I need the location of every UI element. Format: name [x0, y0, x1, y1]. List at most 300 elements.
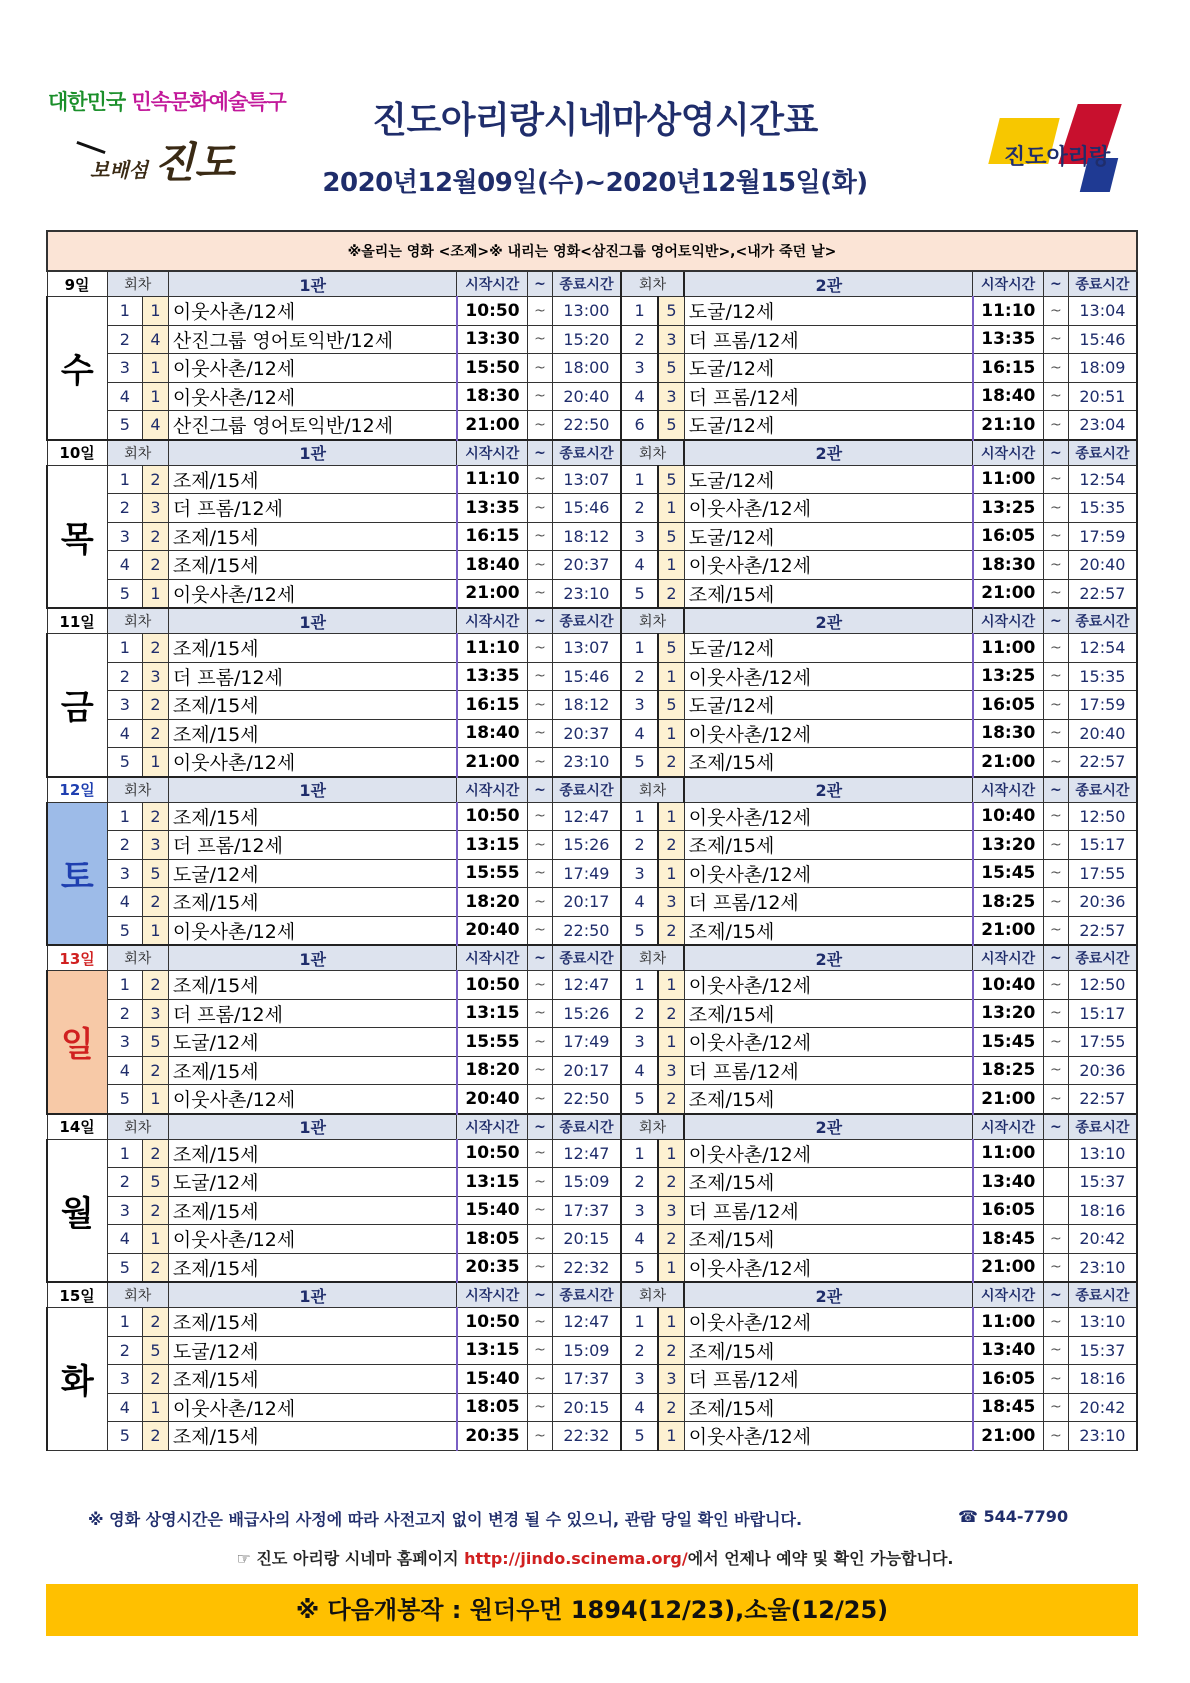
start-time: 13:15	[457, 1336, 528, 1365]
hall-2-header: 2관	[684, 271, 973, 297]
movie-title: 이웃사촌/12세	[684, 1308, 973, 1337]
showtime-number: 2	[621, 1168, 658, 1197]
tilde-separator: ~	[1043, 831, 1068, 860]
day-date-label: 13일	[47, 945, 107, 971]
movie-title: 조제/15세	[168, 888, 457, 917]
end-time: 15:17	[1068, 999, 1137, 1028]
tilde-separator: ~	[1043, 859, 1068, 888]
tilde-separator	[1043, 1139, 1068, 1168]
movie-title: 더 프롬/12세	[684, 382, 973, 411]
tilde-separator: ~	[528, 999, 553, 1028]
tilde-separator: ~	[1043, 297, 1068, 326]
tilde-separator: ~	[528, 551, 553, 580]
start-time: 15:55	[457, 859, 528, 888]
start-time: 13:15	[457, 831, 528, 860]
start-time: 16:05	[973, 1365, 1044, 1394]
homepage-prefix: ☞ 진도 아리랑 시네마 홈페이지	[236, 1549, 465, 1568]
start-time: 15:45	[973, 1028, 1044, 1057]
end-time-header: 종료시간	[552, 608, 621, 634]
showtime-number: 3	[621, 1196, 658, 1225]
tilde-separator: ~	[1043, 494, 1068, 523]
showtime-number: 1	[107, 1139, 142, 1168]
tilde-header: ~	[528, 945, 553, 971]
screen-number: 5	[658, 465, 684, 494]
start-time: 21:00	[973, 916, 1044, 945]
start-time-header: 시작시간	[457, 777, 528, 803]
district-slogan	[48, 86, 298, 116]
tilde-header: ~	[1043, 1114, 1068, 1140]
movie-title: 조제/15세	[168, 719, 457, 748]
end-time: 23:10	[552, 748, 621, 777]
screen-number: 1	[142, 382, 168, 411]
tilde-header: ~	[1043, 1282, 1068, 1308]
end-time: 15:09	[552, 1168, 621, 1197]
screen-number: 3	[658, 888, 684, 917]
showtime-row	[47, 1085, 1137, 1114]
showtime-number: 3	[107, 1028, 142, 1057]
showtime-number: 2	[107, 1168, 142, 1197]
end-time-header: 종료시간	[1068, 440, 1137, 466]
start-time: 21:00	[457, 748, 528, 777]
start-time: 20:35	[457, 1253, 528, 1282]
screen-number: 2	[142, 551, 168, 580]
end-time: 12:54	[1068, 634, 1137, 663]
showtime-number: 3	[107, 1196, 142, 1225]
screen-number: 3	[142, 494, 168, 523]
start-time: 10:50	[457, 1139, 528, 1168]
start-time-header: 시작시간	[973, 608, 1044, 634]
schedule-change-note	[88, 1507, 1088, 1530]
end-time: 12:47	[552, 971, 621, 1000]
slogan-part-2: 민속문화예술특구	[131, 90, 286, 114]
start-time: 10:40	[973, 971, 1044, 1000]
showtime-row	[47, 831, 1137, 860]
page-subtitle: 2020년12월09일(수)~2020년12월15일(화)	[322, 168, 868, 198]
showtime-number: 5	[107, 916, 142, 945]
tilde-separator: ~	[1043, 1336, 1068, 1365]
screen-number: 1	[658, 1253, 684, 1282]
tilde-separator: ~	[528, 1085, 553, 1114]
start-time-header: 시작시간	[457, 1114, 528, 1140]
day-header-row	[47, 777, 1137, 803]
showtime-number: 1	[621, 1139, 658, 1168]
showtime-number: 5	[621, 1422, 658, 1451]
screen-number: 1	[658, 802, 684, 831]
tilde-separator: ~	[528, 971, 553, 1000]
screen-number: 2	[658, 1393, 684, 1422]
start-time: 21:00	[973, 1253, 1044, 1282]
movie-title: 이웃사촌/12세	[168, 382, 457, 411]
showtime-row	[47, 1393, 1137, 1422]
tilde-separator: ~	[528, 634, 553, 663]
start-time: 11:00	[973, 465, 1044, 494]
movie-title: 조제/15세	[684, 1336, 973, 1365]
end-time: 13:07	[552, 634, 621, 663]
hall-2-header: 2관	[684, 777, 973, 803]
screen-number: 2	[142, 888, 168, 917]
jindo-wordmark-small: 보배섬	[90, 158, 148, 182]
showtime-row	[47, 579, 1137, 608]
showtime-number: 2	[107, 662, 142, 691]
start-time: 21:00	[973, 1422, 1044, 1451]
showtime-number: 2	[621, 831, 658, 860]
showtime-number: 3	[621, 522, 658, 551]
showtime-row	[47, 859, 1137, 888]
end-time: 20:40	[552, 382, 621, 411]
tilde-separator: ~	[528, 1422, 553, 1451]
weekday-label: 수	[47, 297, 107, 440]
start-time: 13:15	[457, 999, 528, 1028]
movie-title: 조제/15세	[684, 999, 973, 1028]
end-time-header: 종료시간	[552, 1114, 621, 1140]
movie-title: 이웃사촌/12세	[684, 1028, 973, 1057]
screen-number: 3	[658, 382, 684, 411]
showtime-number: 4	[107, 1056, 142, 1085]
tilde-separator: ~	[1043, 1056, 1068, 1085]
tilde-header: ~	[528, 1114, 553, 1140]
hall-2-header: 2관	[684, 945, 973, 971]
movie-title: 도굴/12세	[684, 411, 973, 440]
screen-number: 2	[142, 971, 168, 1000]
showtime-number: 5	[107, 411, 142, 440]
end-time: 18:09	[1068, 354, 1137, 383]
change-note-text: ※ 영화 상영시간은 배급사의 사정에 따라 사전고지 없이 변경 될 수 있으니, 관람 당일 확인 바랍니다.	[88, 1510, 803, 1529]
hall-1-header: 1관	[168, 608, 457, 634]
start-time: 11:10	[457, 465, 528, 494]
homepage-note	[0, 1546, 1190, 1569]
screen-number: 2	[142, 1253, 168, 1282]
start-time: 20:40	[457, 1085, 528, 1114]
movie-title: 이웃사촌/12세	[684, 719, 973, 748]
tilde-separator: ~	[1043, 465, 1068, 494]
end-time: 20:36	[1068, 888, 1137, 917]
showtime-number: 1	[107, 465, 142, 494]
start-time: 16:05	[973, 691, 1044, 720]
day-date-label: 14일	[47, 1114, 107, 1140]
round-header: 회차	[621, 271, 684, 297]
screen-number: 5	[658, 634, 684, 663]
tilde-separator: ~	[528, 1028, 553, 1057]
screen-number: 5	[658, 522, 684, 551]
round-header: 회차	[621, 777, 684, 803]
start-time: 11:10	[973, 297, 1044, 326]
end-time: 17:55	[1068, 1028, 1137, 1057]
screen-number: 2	[658, 1225, 684, 1254]
tilde-separator: ~	[1043, 1393, 1068, 1422]
end-time-header: 종료시간	[552, 271, 621, 297]
tilde-separator: ~	[1043, 382, 1068, 411]
jindo-wordmark	[90, 130, 298, 190]
screen-number: 2	[142, 719, 168, 748]
movie-title: 더 프롬/12세	[168, 494, 457, 523]
showtime-number: 3	[107, 859, 142, 888]
showtime-number: 4	[107, 382, 142, 411]
movie-title: 조제/15세	[168, 971, 457, 1000]
movie-title: 더 프롬/12세	[684, 1196, 973, 1225]
start-time: 18:40	[457, 719, 528, 748]
start-time: 13:15	[457, 1168, 528, 1197]
end-time: 17:49	[552, 1028, 621, 1057]
end-time: 22:57	[1068, 1085, 1137, 1114]
start-time: 18:20	[457, 888, 528, 917]
hall-1-header: 1관	[168, 1114, 457, 1140]
day-header-row	[47, 1114, 1137, 1140]
showtime-number: 6	[621, 411, 658, 440]
screen-number: 4	[142, 325, 168, 354]
tilde-separator: ~	[528, 411, 553, 440]
end-time: 20:42	[1068, 1225, 1137, 1254]
end-time: 23:10	[552, 579, 621, 608]
movie-title: 이웃사촌/12세	[168, 748, 457, 777]
showtime-number: 2	[107, 494, 142, 523]
showtime-number: 4	[107, 1225, 142, 1254]
showtime-number: 2	[107, 325, 142, 354]
showtime-number: 3	[107, 691, 142, 720]
end-time: 13:04	[1068, 297, 1137, 326]
start-time: 15:40	[457, 1365, 528, 1394]
screen-number: 1	[658, 1028, 684, 1057]
screen-number: 1	[142, 916, 168, 945]
screen-number: 1	[658, 1422, 684, 1451]
start-time: 21:00	[973, 1085, 1044, 1114]
round-header: 회차	[621, 608, 684, 634]
screen-number: 1	[658, 859, 684, 888]
screen-number: 2	[142, 802, 168, 831]
weekday-label: 월	[47, 1139, 107, 1282]
end-time: 22:50	[552, 1085, 621, 1114]
screen-number: 1	[142, 354, 168, 383]
showtime-number: 4	[107, 719, 142, 748]
screen-number: 2	[142, 522, 168, 551]
tilde-header: ~	[1043, 608, 1068, 634]
movie-title: 도굴/12세	[684, 634, 973, 663]
movie-title: 조제/15세	[168, 1139, 457, 1168]
start-time-header: 시작시간	[457, 1282, 528, 1308]
start-time: 11:10	[457, 634, 528, 663]
showtime-number: 5	[621, 1253, 658, 1282]
showtime-number: 2	[621, 494, 658, 523]
start-time: 18:20	[457, 1056, 528, 1085]
screen-number: 5	[142, 859, 168, 888]
start-time: 11:00	[973, 1139, 1044, 1168]
end-time: 23:04	[1068, 411, 1137, 440]
screen-number: 2	[142, 634, 168, 663]
showtime-number: 3	[621, 1365, 658, 1394]
showtime-number: 4	[621, 551, 658, 580]
tilde-separator: ~	[528, 1056, 553, 1085]
tilde-separator: ~	[1043, 999, 1068, 1028]
round-header: 회차	[621, 1282, 684, 1308]
showtime-row	[47, 1168, 1137, 1197]
start-time: 18:25	[973, 888, 1044, 917]
screen-number: 1	[658, 971, 684, 1000]
screen-number: 5	[142, 1028, 168, 1057]
tilde-separator: ~	[528, 465, 553, 494]
arirang-logo-text: 진도아리랑	[1004, 145, 1111, 170]
movie-title: 조제/15세	[168, 1056, 457, 1085]
screen-number: 3	[658, 1365, 684, 1394]
tilde-separator: ~	[1043, 916, 1068, 945]
start-time: 13:25	[973, 494, 1044, 523]
movie-title: 조제/15세	[684, 916, 973, 945]
movie-title: 도굴/12세	[168, 1028, 457, 1057]
showtime-row	[47, 1139, 1137, 1168]
screen-number: 2	[142, 465, 168, 494]
screen-number: 5	[658, 297, 684, 326]
tilde-header: ~	[528, 777, 553, 803]
tilde-header: ~	[528, 440, 553, 466]
start-time: 10:50	[457, 1308, 528, 1337]
tilde-separator: ~	[1043, 579, 1068, 608]
tilde-separator: ~	[1043, 888, 1068, 917]
showtime-number: 3	[621, 859, 658, 888]
start-time: 15:55	[457, 1028, 528, 1057]
screen-number: 1	[142, 579, 168, 608]
start-time: 13:25	[973, 662, 1044, 691]
start-time: 15:45	[973, 859, 1044, 888]
round-header: 회차	[107, 608, 168, 634]
screen-number: 1	[658, 662, 684, 691]
weekday-label: 목	[47, 465, 107, 608]
showtime-number: 3	[107, 1365, 142, 1394]
tilde-separator: ~	[1043, 1085, 1068, 1114]
movie-title: 조제/15세	[168, 1422, 457, 1451]
movie-title: 조제/15세	[168, 1365, 457, 1394]
showtime-number: 1	[621, 1308, 658, 1337]
showtime-number: 5	[621, 579, 658, 608]
end-time: 20:17	[552, 1056, 621, 1085]
round-header: 회차	[621, 945, 684, 971]
screen-number: 1	[142, 1225, 168, 1254]
showtime-number: 4	[621, 382, 658, 411]
movie-title: 이웃사촌/12세	[168, 1393, 457, 1422]
tilde-header: ~	[528, 1282, 553, 1308]
start-time: 16:05	[973, 522, 1044, 551]
showtime-row	[47, 748, 1137, 777]
movie-title: 이웃사촌/12세	[684, 1422, 973, 1451]
showtime-number: 2	[621, 1336, 658, 1365]
tilde-separator: ~	[528, 354, 553, 383]
tilde-separator: ~	[528, 1336, 553, 1365]
hall-2-header: 2관	[684, 1114, 973, 1140]
end-time: 18:12	[552, 522, 621, 551]
start-time: 20:35	[457, 1422, 528, 1451]
tilde-separator: ~	[528, 522, 553, 551]
end-time: 18:16	[1068, 1196, 1137, 1225]
showtime-number: 2	[621, 999, 658, 1028]
end-time: 17:37	[552, 1196, 621, 1225]
showtime-row	[47, 916, 1137, 945]
showtime-number: 5	[621, 748, 658, 777]
showtime-row	[47, 1253, 1137, 1282]
screen-number: 5	[658, 354, 684, 383]
showtime-row	[47, 1196, 1137, 1225]
day-date-label: 10일	[47, 440, 107, 466]
end-time: 12:47	[552, 802, 621, 831]
movie-title: 이웃사촌/12세	[684, 802, 973, 831]
district-logo	[48, 86, 298, 216]
showtime-number: 2	[107, 999, 142, 1028]
showtime-number: 4	[621, 1393, 658, 1422]
end-time-header: 종료시간	[1068, 777, 1137, 803]
screen-number: 2	[142, 1365, 168, 1394]
movie-title: 이웃사촌/12세	[684, 1139, 973, 1168]
showtime-number: 3	[107, 354, 142, 383]
showtime-row	[47, 888, 1137, 917]
start-time: 11:00	[973, 1308, 1044, 1337]
start-time: 13:20	[973, 831, 1044, 860]
start-time-header: 시작시간	[457, 440, 528, 466]
showtime-number: 2	[107, 1336, 142, 1365]
start-time: 18:25	[973, 1056, 1044, 1085]
showtime-row	[47, 297, 1137, 326]
screen-number: 1	[142, 1085, 168, 1114]
tilde-separator: ~	[1043, 1365, 1068, 1394]
hall-1-header: 1관	[168, 777, 457, 803]
tilde-separator: ~	[1043, 1028, 1068, 1057]
start-time: 13:40	[973, 1168, 1044, 1197]
end-time: 22:32	[552, 1253, 621, 1282]
tilde-separator: ~	[528, 662, 553, 691]
movie-title: 이웃사촌/12세	[684, 1253, 973, 1282]
movie-title: 이웃사촌/12세	[168, 1085, 457, 1114]
screen-number: 2	[658, 579, 684, 608]
screen-number: 3	[658, 1056, 684, 1085]
showtime-number: 5	[107, 748, 142, 777]
end-time: 15:46	[1068, 325, 1137, 354]
movie-title: 도굴/12세	[684, 354, 973, 383]
tilde-separator: ~	[1043, 1308, 1068, 1337]
screen-number: 5	[658, 411, 684, 440]
end-time: 15:26	[552, 999, 621, 1028]
showtime-row	[47, 802, 1137, 831]
movie-title: 도굴/12세	[684, 522, 973, 551]
start-time-header: 시작시간	[457, 945, 528, 971]
screen-number: 3	[142, 831, 168, 860]
showtime-number: 5	[621, 916, 658, 945]
screen-number: 1	[142, 297, 168, 326]
showtime-number: 2	[621, 325, 658, 354]
tilde-separator	[1043, 1168, 1068, 1197]
movie-title: 더 프롬/12세	[684, 888, 973, 917]
movie-title: 더 프롬/12세	[684, 1056, 973, 1085]
end-time: 20:15	[552, 1393, 621, 1422]
start-time: 18:30	[457, 382, 528, 411]
day-header-row	[47, 271, 1137, 297]
showtime-number: 1	[107, 297, 142, 326]
showtime-number: 1	[621, 634, 658, 663]
showtime-row	[47, 971, 1137, 1000]
start-time: 18:05	[457, 1393, 528, 1422]
tilde-separator: ~	[528, 802, 553, 831]
movie-title: 이웃사촌/12세	[168, 1225, 457, 1254]
homepage-link[interactable]: http://jindo.scinema.org/	[464, 1549, 688, 1568]
movie-title: 더 프롬/12세	[168, 831, 457, 860]
screen-number: 3	[142, 662, 168, 691]
next-release-banner: ※ 다음개봉작 : 원더우먼 1894(12/23),소울(12/25)	[46, 1584, 1138, 1636]
notice-row	[47, 231, 1137, 271]
screen-number: 1	[142, 1393, 168, 1422]
end-time-header: 종료시간	[1068, 1114, 1137, 1140]
screen-number: 1	[658, 551, 684, 580]
round-header: 회차	[107, 945, 168, 971]
tilde-separator: ~	[1043, 691, 1068, 720]
showtime-number: 1	[621, 465, 658, 494]
slogan-part-1: 대한민국	[48, 90, 132, 114]
showtime-number: 2	[107, 831, 142, 860]
showtime-row	[47, 1422, 1137, 1451]
tilde-separator: ~	[528, 719, 553, 748]
